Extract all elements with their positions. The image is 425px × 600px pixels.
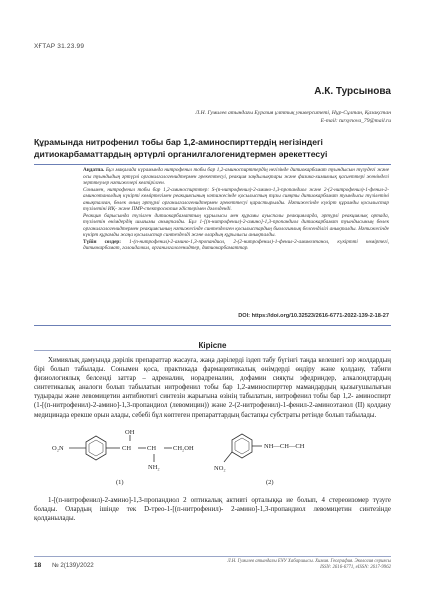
s2-no2: NO₂: [214, 465, 226, 472]
keywords-label: Түйін сөздер:: [83, 238, 122, 245]
s1-oh: OH: [125, 429, 135, 436]
benzene-inner-1: [89, 440, 103, 456]
s1-ch-a: CH: [122, 445, 132, 452]
affiliation-email: E-mail: tursynova_79@mail.ru: [320, 117, 391, 124]
journal-info: [191, 559, 391, 571]
title-line-1: Құрамында нитрофенил тобы бар 1,2-аминоспирттердің негізіндегі: [34, 137, 323, 147]
affiliation-line: Л.Н. Гумилев атындағы Еуразия ұлттық университеті, Нұр-Сұлтан, Қазақстан: [195, 110, 391, 116]
footer-divider: [34, 556, 391, 557]
journal-issn: ISSN: 2616-6771, eISSN: 2617-9962: [320, 565, 391, 570]
benzene-inner-2: [235, 438, 249, 454]
intro-paragraph-1: Химиялық дамуында дәрілік препараттар жасауға, жаңа дәрілерді іздеп табу бүгінгі таңда келешегі зор жолдардың бірі болып табылады. Сонымен қоса, практикада фармацевтикалық өнімдерді өндіру және қолдану, табиғи физиологиялық белсенді заттар – адреналин, норадреналин, дофамин сияқты эфедриндер, алкалоидтардың синтетикалық аналоги болып табылатын нитрофенил тобы бар 1,2-аминоспирттер мамандардың қызығушылығын тудырады және левомицетин антибиотигі синтезін жарығына өзінің табылатын, нитрофенил тобы бар 1,2- аминоспирт (1-[(п-нитрофенил)-2-амино]-1,3-пропандиол (левомицин)) және 2-(2-нитрофенил)-1-фенил-2-аминоэтанол (II) қолдану медицинада ерекше орын алады, себебі бұл көптеген препараттардың бастапқы субстраты ретінде болып табылады.: [34, 357, 391, 419]
structure-2: [224, 434, 262, 462]
section-heading: Кіріспе: [198, 341, 227, 350]
abstract-paragraph-3: Реакция барысында түзілген дитиокарбаматтың құрылысы мен құрамы ауыспалы реакцияларда, әртүрлі реакциялық ортада, түзілетін өнімдердің шығымы анықталды. Бұл 1-[(п-нитрофенил)-2-амино]-1,3-пропандиол дитиокарбамат туындысының бөлек органилгалогенидтермен реакциясының нәтижесінде синтезделген қосылыстардың биологиялық белсенділігі анықталды. Нәтижесінде күкірт құрамды жаңа қосылыстар синтезделді және олардың құрылысы анықталды.: [83, 212, 389, 238]
structure-1: [69, 435, 172, 462]
affiliation: [91, 110, 391, 125]
s1-nh2: NH₂: [148, 464, 160, 471]
keywords: 1-(п-нитрофенил)-2-амино-1,3-пропандиол, 2-(2-нитрофенил)-1-фенил-2-аминоэтанол, күкіртті көміртегі, дитиокарбамат, галоидалкил, органилгалогенидтер, дитиокарбаматтар.: [83, 238, 390, 251]
issue-number: № 2(139)/2022: [52, 562, 94, 569]
s1-ch2oh: CH₂OH: [173, 445, 194, 452]
bond-no2-2: [224, 452, 232, 462]
abstract-paragraph-1: Бұл мақалада күрамында нитрофенил тобы бар 1,2-аминоспирттердің негізінде дитиокарбамат туындысын түзудегі және осы туындыдың әртүрлі органилгалогенидтермен әрекеттесуі, реакция заңдылықтары және физика-химиялық қасиеттері жөніндегі зерттеулер нәтижелері келтірілген.: [83, 167, 389, 186]
title-line-2: дитиокарбаматтардың әртүрлі органилгалогенидтермен әрекеттесуі: [34, 148, 328, 159]
author-name: А.К. Турсынова: [314, 86, 391, 97]
chemical-structures: [34, 428, 391, 492]
abstract: [83, 167, 389, 252]
journal-name: Л.Н. Гумилев атындағы ЕҰУ Хабаршысы. Химия. География. Экология сериясы: [227, 559, 391, 564]
article-title: [34, 137, 394, 160]
s2-chain: NH—CH—CH: [264, 443, 305, 450]
s1-ch-b: CH: [147, 445, 157, 452]
s1-no2: O₂N: [52, 445, 64, 452]
s1-label: (1): [116, 479, 124, 486]
s2-label: (2): [266, 479, 274, 486]
abstract-label: Аңдатпа.: [83, 167, 105, 173]
page-number: 18: [34, 562, 42, 569]
abstract-paragraph-2: Сонымен, нитрофенил тобы бар 1,2-аминоспирттер: S-(п-нитрофенил)-2-амино-1,3-пропандиол және 2-(2-нитрофенил)-1-фенил-2-аминоэтанолдың күкірті көміртегімен реакциясының нәтижесінде қосылыстың тұзы сияқты дитиокарбамат туындысы түзілетіні анықталған, бөлек оның әртүрлі органилгалогенидтермен әрекеттесуі қарастырылды. Нәтижесінде күкірт құрамды қосылыстар түзілетіні ИҚ- және ПМР-спектроскопия әдістерімен дәлелденді.: [83, 186, 389, 212]
classification-code: ХҒТАР 31.23.99: [34, 43, 85, 50]
doi-link[interactable]: DOI: https://doi.org/10.32523/2616-6771-2022-139-2-18-27: [238, 313, 389, 319]
section-divider: [34, 350, 391, 351]
intro-paragraph-2: 1-[(п-нитрофенил)-2-амино]-1,3-пропандиол 2 оптикалық активті орталыққа ие болып, 4 стереоизомер түзуге болады. Олардың ішінде тек D-трео-1-[(п-нитрофенил)- 2-амино]-1,3-пропандиол левомицетин синтезінде қолданылады.: [34, 497, 391, 523]
